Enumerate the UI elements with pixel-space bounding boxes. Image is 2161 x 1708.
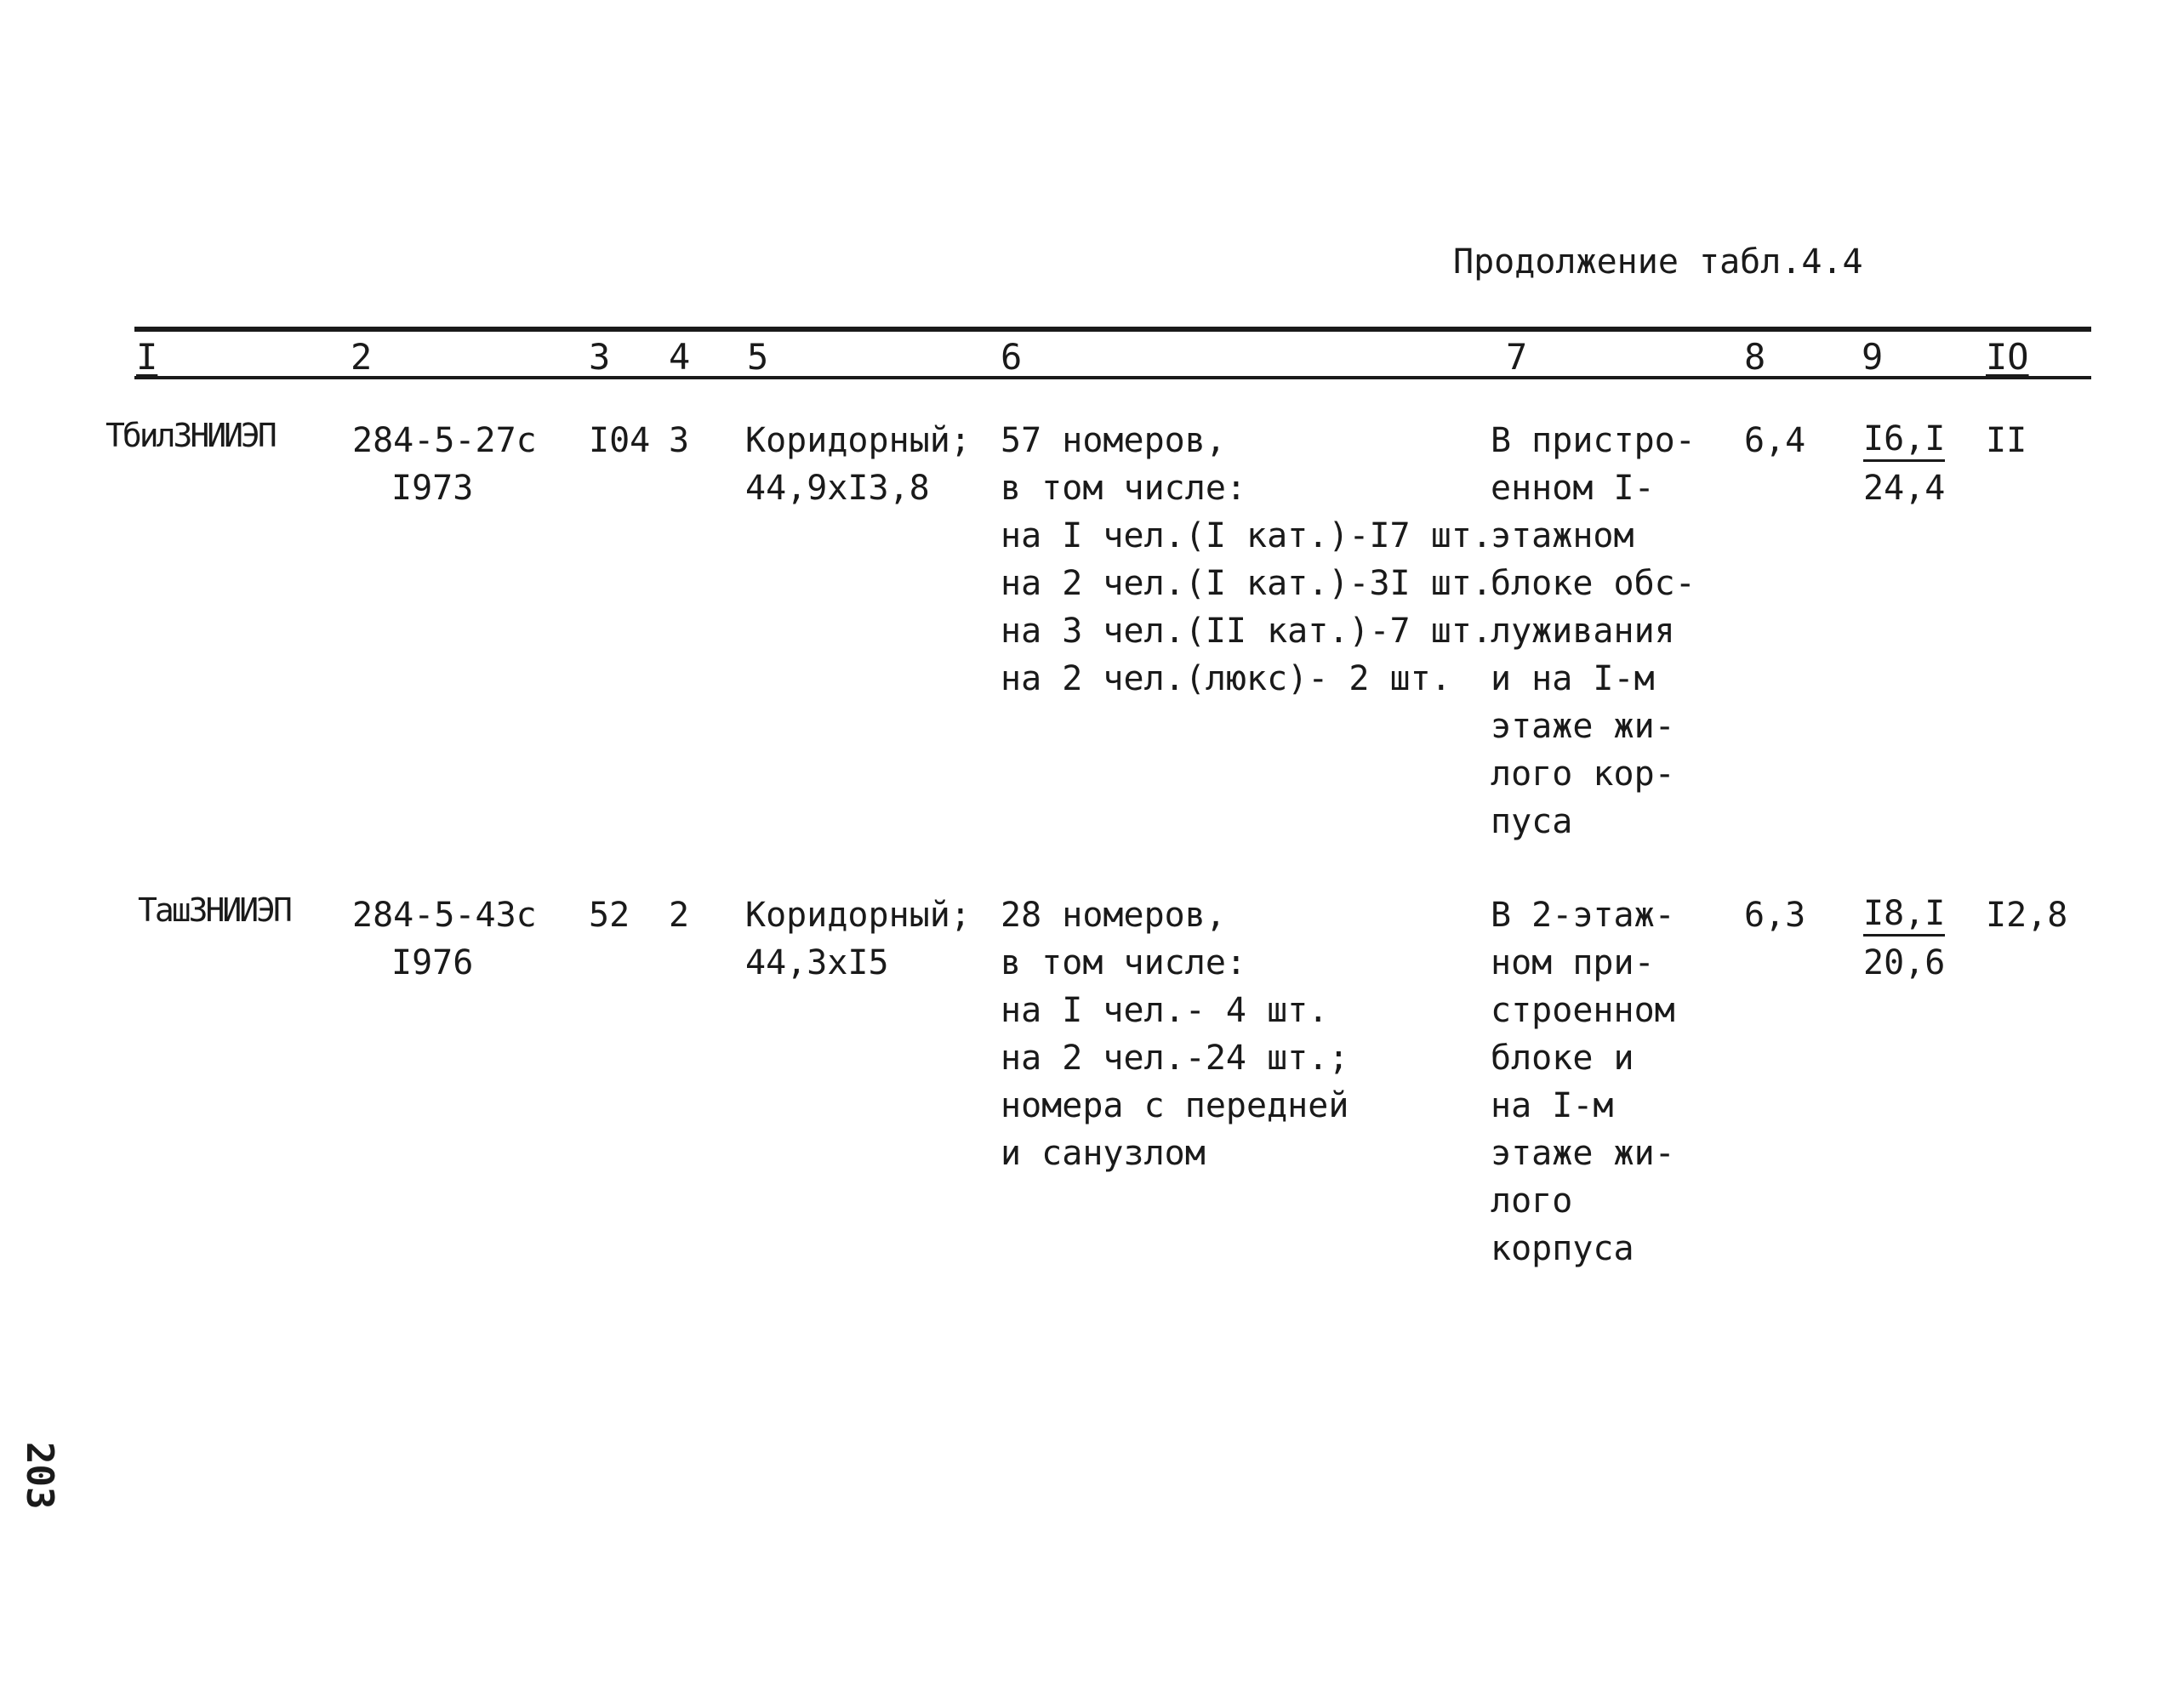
col-header-10: IO [1986, 336, 2029, 378]
row1-col3: I04 [589, 421, 651, 460]
col-header-9: 9 [1862, 336, 1884, 378]
col-header-1: I [136, 336, 158, 378]
row2-col7-line: строенном [1491, 991, 1675, 1030]
row1-col7-line: этаже жи- [1491, 707, 1675, 746]
row1-col8: 6,4 [1744, 421, 1806, 460]
row1-col7-line: лого кор- [1491, 754, 1675, 794]
row2-col3: 52 [589, 896, 630, 935]
row1-col7-line: луживания [1491, 612, 1675, 651]
row2-year: I976 [391, 943, 474, 982]
row2-col5-line: Коридорный; [745, 896, 971, 935]
row2-col4: 2 [669, 896, 690, 935]
row1-col5-line: Коридорный; [745, 421, 971, 460]
row2-col6-line: в том числе: [1001, 943, 1246, 982]
row1-organization: ТбилЗНИИЭП [105, 417, 275, 454]
row1-col9-numerator: I6,I [1863, 418, 1945, 462]
col-header-8: 8 [1744, 336, 1766, 378]
row1-col4: 3 [669, 421, 690, 460]
row1-col7-line: блоке обс- [1491, 564, 1696, 603]
row1-col7-line: В пристро- [1491, 421, 1696, 460]
table-caption: Продолжение табл.4.4 [1453, 242, 1863, 282]
col-header-3: 3 [589, 336, 611, 378]
row2-organization: ТашЗНИИЭП [138, 891, 290, 929]
row1-col10: II [1986, 421, 2027, 460]
row2-col5-line: 44,3хI5 [745, 943, 889, 982]
row2-col6-line: на I чел.- 4 шт. [1001, 991, 1329, 1030]
row1-col6-line: в том числе: [1001, 469, 1246, 508]
row2-col7-line: блоке и [1491, 1039, 1634, 1078]
row1-col6-line: 57 номеров, [1001, 421, 1226, 460]
row2-col9-denominator: 20,6 [1863, 943, 1946, 982]
row2-col6-line: 28 номеров, [1001, 896, 1226, 935]
row2-col8: 6,3 [1744, 896, 1806, 935]
row1-col9-denominator: 24,4 [1863, 469, 1946, 508]
row1-col7-line: и на I-м [1491, 659, 1655, 698]
row2-col6-line: на 2 чел.-24 шт.; [1001, 1039, 1349, 1078]
row2-col6-line: номера с передней [1001, 1086, 1349, 1125]
col-header-6: 6 [1001, 336, 1023, 378]
row2-col7-line: на I-м [1491, 1086, 1614, 1125]
col-header-5: 5 [747, 336, 769, 378]
row2-col6-line: и санузлом [1001, 1134, 1206, 1173]
row1-col7-line: пуса [1491, 802, 1573, 841]
row2-col7-line: корпуса [1491, 1229, 1634, 1268]
row2-col7-line: В 2-этаж- [1491, 896, 1675, 935]
row2-project-code: 284-5-43с [352, 896, 537, 935]
page-number: 203 [18, 1442, 61, 1510]
row1-col6-line: на 3 чел.(II кат.)-7 шт. [1001, 612, 1492, 651]
col-header-2: 2 [351, 336, 373, 378]
row1-col6-line: на I чел.(I кат.)-I7 шт. [1001, 516, 1492, 555]
row1-col7-line: этажном [1491, 516, 1634, 555]
row2-col7-line: этаже жи- [1491, 1134, 1675, 1173]
row1-col6-line: на 2 чел.(люкс)- 2 шт. [1001, 659, 1451, 698]
row2-col7-line: ном при- [1491, 943, 1655, 982]
row1-col6-line: на 2 чел.(I кат.)-3I шт. [1001, 564, 1492, 603]
header-bottom-rule [134, 376, 2091, 379]
row1-year: I973 [391, 469, 474, 508]
table-top-rule [134, 327, 2091, 332]
row1-col5-line: 44,9хI3,8 [745, 469, 930, 508]
col-header-7: 7 [1506, 336, 1528, 378]
row1-col7-line: енном I- [1491, 469, 1655, 508]
row2-col7-line: лого [1491, 1181, 1573, 1221]
row2-col9-numerator: I8,I [1863, 893, 1945, 937]
row2-col10: I2,8 [1986, 896, 2068, 935]
row1-project-code: 284-5-27с [352, 421, 537, 460]
col-header-4: 4 [669, 336, 691, 378]
